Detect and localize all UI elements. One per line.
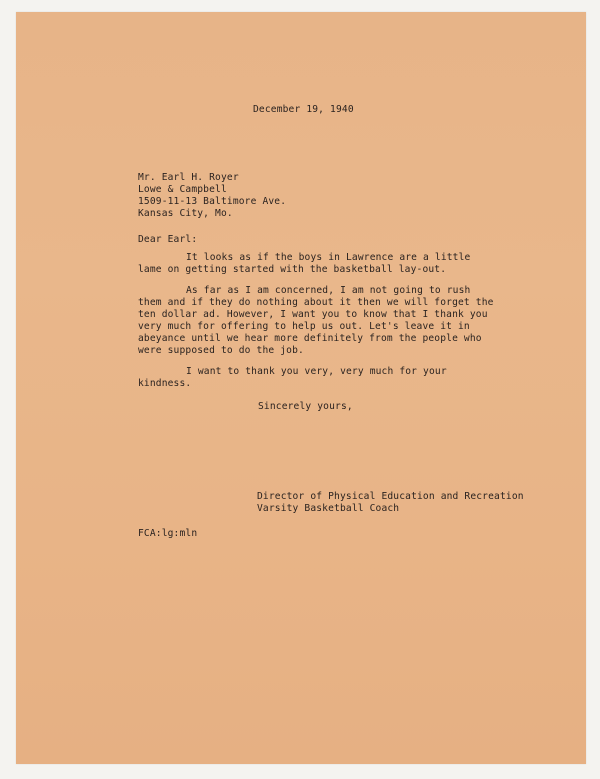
paragraph-line: ten dollar ad. However, I want you to know that I thank you: [138, 309, 488, 320]
paragraph-line: very much for offering to help us out. Let's leave it in: [138, 321, 470, 332]
typist-initials: FCA:lg:mln: [138, 528, 198, 539]
recipient-line: Mr. Earl H. Royer: [138, 172, 239, 183]
letter-page: [16, 12, 586, 764]
recipient-line: 1509-11-13 Baltimore Ave.: [138, 196, 287, 207]
paragraph-line: them and if they do nothing about it then we will forget the: [138, 297, 494, 308]
paragraph-line: As far as I am concerned, I am not going to rush: [186, 285, 471, 296]
paragraph-line: kindness.: [138, 378, 192, 389]
closing: Sincerely yours,: [258, 401, 353, 412]
paragraph-line: I want to thank you very, very much for your: [186, 366, 447, 377]
paragraph-line: lame on getting started with the basketball lay-out.: [138, 264, 447, 275]
letter-date: December 19, 1940: [253, 104, 354, 115]
signature-title-line: Varsity Basketball Coach: [257, 503, 400, 514]
salutation: Dear Earl:: [138, 234, 198, 245]
recipient-line: Kansas City, Mo.: [138, 208, 233, 219]
paragraph-line: It looks as if the boys in Lawrence are a little: [186, 252, 471, 263]
recipient-line: Lowe & Campbell: [138, 184, 227, 195]
signature-title-line: Director of Physical Education and Recreation: [257, 491, 524, 502]
paragraph-line: were supposed to do the job.: [138, 345, 304, 356]
paragraph-line: abeyance until we hear more definitely from the people who: [138, 333, 482, 344]
